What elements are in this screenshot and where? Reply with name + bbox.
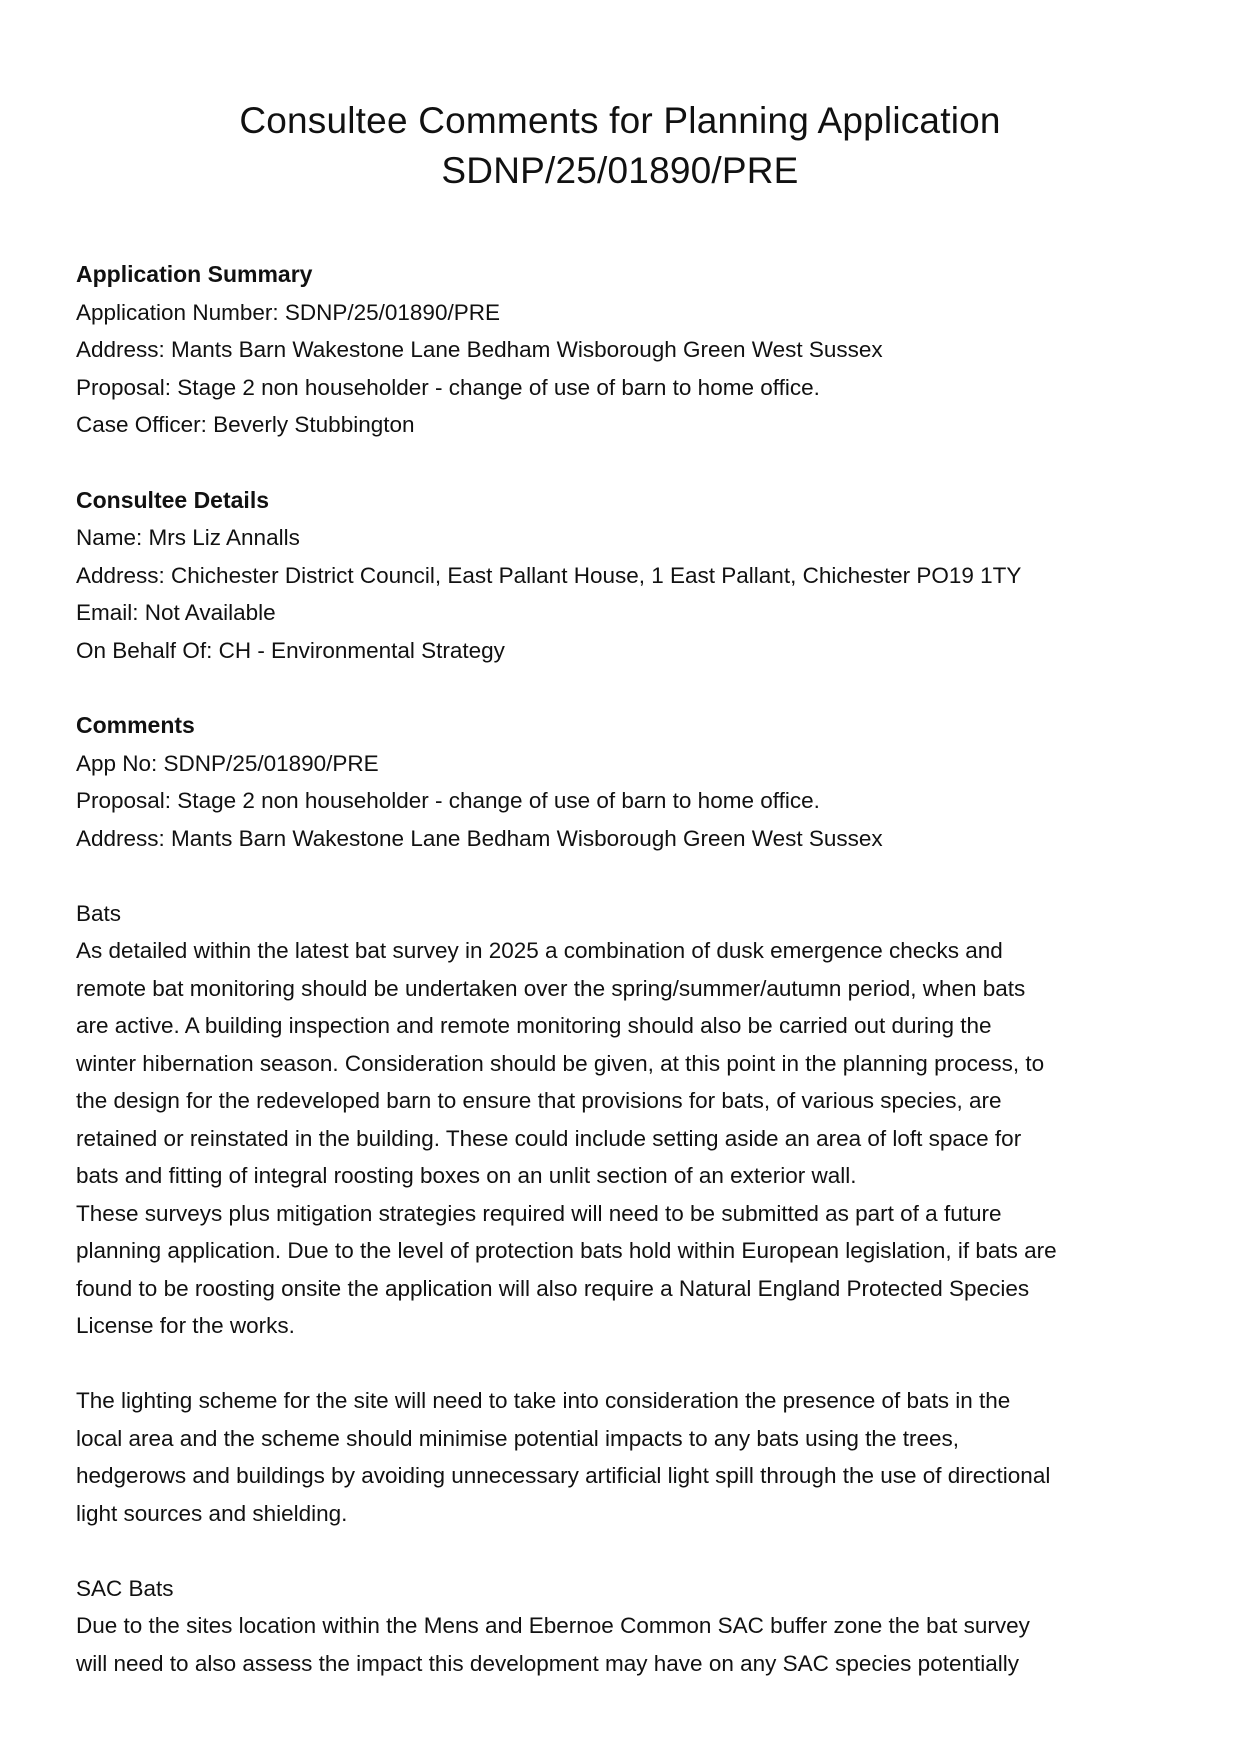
bats-para2-line: License for the works. — [76, 1313, 295, 1338]
bats-para1-line: are active. A building inspection and remote monitoring should also be carried out during the — [76, 1013, 992, 1038]
page-title-line-2: SDNP/25/01890/PRE — [441, 150, 799, 191]
lighting-para-line: local area and the scheme should minimise potential impacts to any bats using the trees, — [76, 1425, 959, 1451]
consultee-details-section — [76, 482, 1164, 670]
lighting-para-line: The lighting scheme for the site will need to take into consideration the presence of bats in the — [76, 1388, 1011, 1413]
bats-para2-line: found to be roosting onsite the application will also require a Natural England Protected Species — [76, 1275, 1030, 1301]
bats-para2-line: planning application. Due to the level of protection bats hold within European legislation, if bats are — [76, 1238, 1057, 1263]
comments-app-no: App No: SDNP/25/01890/PRE — [76, 750, 379, 776]
paragraph-spacer — [76, 1345, 1164, 1383]
application-number: Application Number: SDNP/25/01890/PRE — [76, 299, 500, 325]
sac-bats-subheading: SAC Bats — [76, 1575, 174, 1601]
bats-para1-line: winter hibernation season. Consideration should be given, at this point in the planning process, to — [76, 1050, 1045, 1076]
sac-para-line: will need to also assess the impact this development may have on any SAC species potentially — [76, 1650, 1020, 1676]
comments-address: Address: Mants Barn Wakestone Lane Bedham Wisborough Green West Sussex — [76, 825, 883, 851]
paragraph-spacer — [76, 857, 1164, 895]
consultee-address: Address: Chichester District Council, East Pallant House, 1 East Pallant, Chichester PO19 1TY — [76, 562, 1022, 588]
sac-para-line: Due to the sites location within the Mens and Ebernoe Common SAC buffer zone the bat survey — [76, 1613, 1030, 1638]
lighting-para-line: light sources and shielding. — [76, 1500, 348, 1526]
consultee-email: Email: Not Available — [76, 600, 276, 625]
consultee-name: Name: Mrs Liz Annalls — [76, 525, 300, 550]
bats-para2-line: These surveys plus mitigation strategies required will need to be submitted as part of a future — [76, 1200, 1002, 1226]
page-title-line-1: Consultee Comments for Planning Application — [239, 100, 1001, 141]
lighting-para-line: hedgerows and buildings by avoiding unnecessary artificial light spill through the use of directional — [76, 1463, 1051, 1488]
consultee-details-heading: Consultee Details — [76, 486, 269, 513]
bats-para1-line: the design for the redeveloped barn to ensure that provisions for bats, of various species, are — [76, 1088, 1002, 1113]
comments-heading: Comments — [76, 712, 195, 738]
application-proposal: Proposal: Stage 2 non householder - change of use of barn to home office. — [76, 374, 820, 400]
bats-para1-line: retained or reinstated in the building. These could include setting aside an area of loft space for — [76, 1125, 1022, 1151]
case-officer: Case Officer: Beverly Stubbington — [76, 412, 415, 437]
comments-proposal: Proposal: Stage 2 non householder - change of use of barn to home office. — [76, 788, 820, 813]
application-address: Address: Mants Barn Wakestone Lane Bedham Wisborough Green West Sussex — [76, 337, 883, 362]
bats-para1-line: bats and fitting of integral roosting boxes on an unlit section of an exterior wall. — [76, 1163, 857, 1188]
bats-subheading: Bats — [76, 900, 122, 926]
comments-section — [76, 707, 1164, 1682]
page-title — [76, 96, 1164, 196]
bats-para1-line: remote bat monitoring should be undertaken over the spring/summer/autumn period, when bats — [76, 975, 1026, 1001]
paragraph-spacer — [76, 1532, 1164, 1570]
bats-para1-line: As detailed within the latest bat survey in 2025 a combination of dusk emergence checks and — [76, 938, 1003, 963]
application-summary-section — [76, 256, 1164, 444]
consultee-on-behalf-of: On Behalf Of: CH - Environmental Strategy — [76, 637, 505, 663]
application-summary-heading: Application Summary — [76, 261, 313, 287]
